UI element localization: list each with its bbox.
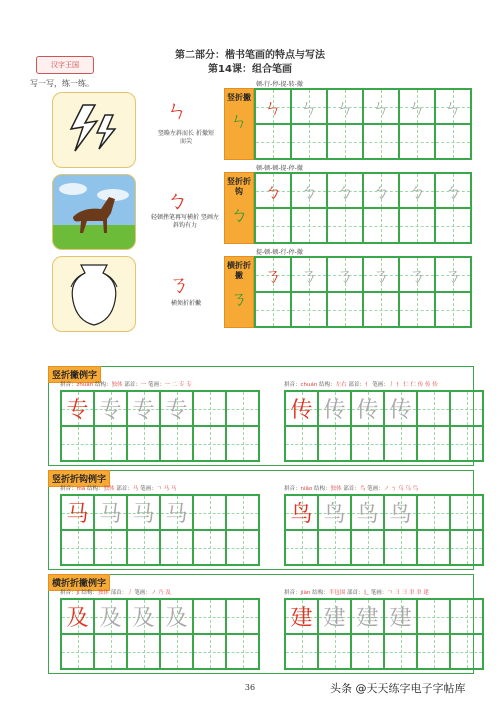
example-char: 及 (165, 606, 188, 631)
example-char: 及 (99, 606, 122, 631)
example-cell[interactable] (351, 634, 384, 669)
example-char: 传 (323, 398, 346, 423)
meta-value-strokes: ㄱ ⺕ ⺕ 聿 聿 建 (387, 590, 429, 596)
example-grid (284, 390, 484, 462)
meta-label-radical: 部首： (348, 382, 365, 388)
example-cell[interactable] (193, 634, 226, 669)
example-cell[interactable] (450, 495, 483, 530)
meta-value-strokes: ノ 乃 及 (150, 590, 171, 596)
lesson-title: 第14课：组合笔画 (208, 64, 292, 75)
stroke-demo-1: ㄣ (166, 99, 189, 124)
example-cell[interactable] (285, 426, 318, 461)
example-cell[interactable] (318, 391, 351, 426)
meta-value-structure: 左右 (335, 382, 347, 388)
watermark: 头条 @天天练字电子字帖库 (330, 682, 466, 695)
stroke-sequence-1: 顿-行-停-提-转-撤 (256, 81, 303, 88)
meta-label-radical: 部首： (343, 486, 360, 492)
meta-value-structure: 独体 (103, 486, 115, 492)
example-char: 马 (132, 502, 155, 527)
meta-value-structure: 独体 (111, 382, 123, 388)
practice-cell[interactable] (255, 208, 291, 243)
example-cell[interactable] (351, 599, 384, 634)
example-cell[interactable] (351, 530, 384, 565)
example-grid (284, 494, 484, 566)
meta-label-radical: 部首： (116, 486, 133, 492)
practice-cell[interactable] (327, 124, 363, 159)
practice-cell[interactable]: ㄋ (435, 257, 471, 292)
practice-cell[interactable] (327, 292, 363, 327)
vase-card (52, 256, 136, 332)
meta-value-radical: 丿 (127, 590, 133, 596)
practice-cell[interactable] (435, 208, 471, 243)
example-char: 专 (165, 398, 188, 423)
example-cell[interactable] (450, 426, 483, 461)
example-grid (60, 494, 260, 566)
practice-cell[interactable]: ㄅ (255, 173, 291, 208)
logo-badge: 汉字王国 (36, 56, 94, 74)
example-char: 传 (389, 398, 412, 423)
example-char: 鸟 (290, 502, 313, 527)
task-instruction: 写一写，练一练。 (30, 79, 94, 88)
example-cell[interactable] (318, 530, 351, 565)
example-char: 专 (66, 398, 89, 423)
practice-cell[interactable] (399, 292, 435, 327)
example-grid (60, 598, 260, 670)
practice-cell[interactable] (435, 292, 471, 327)
example-cell[interactable] (318, 426, 351, 461)
meta-label-strokes: 笔画： (140, 486, 157, 492)
stroke-tip-2: 轻顿挫笔再写横折 竖画左斜钩有力 (151, 214, 219, 229)
stroke-glyph-2: ㄅ (230, 205, 248, 226)
char-meta (60, 484, 176, 492)
meta-value-pinyin: zhuān (76, 382, 94, 388)
example-cell[interactable] (384, 391, 417, 426)
example-cell[interactable] (127, 426, 160, 461)
example-cell[interactable] (193, 426, 226, 461)
vase-icon (53, 257, 135, 331)
page-title: 第二部分：楷书笔画的特点与写法 (175, 50, 325, 61)
stroke-demo-3: ㄋ (168, 273, 191, 298)
meta-label-pinyin: 拼音： (60, 486, 77, 492)
practice-cell[interactable]: ㄣ (363, 89, 399, 124)
meta-value-pinyin: niǎo (300, 486, 313, 492)
stroke-label-3: 横折折撇 ㄋ (224, 256, 254, 328)
example-char: 建 (356, 606, 379, 631)
example-char: 传 (290, 398, 313, 423)
example-cell[interactable] (285, 599, 318, 634)
example-cell[interactable] (94, 426, 127, 461)
section-label-2: 竖折折钩例字 (48, 470, 110, 487)
practice-cell[interactable] (327, 208, 363, 243)
meta-value-pinyin: chuán (300, 382, 318, 388)
meta-label-strokes: 笔画： (372, 382, 389, 388)
example-char: 鸟 (323, 502, 346, 527)
practice-cell[interactable]: ㄋ (327, 257, 363, 292)
meta-value-radical: 廴 (363, 590, 369, 596)
example-char: 马 (99, 502, 122, 527)
meta-value-structure: 半包围 (328, 590, 346, 596)
example-cell[interactable] (127, 391, 160, 426)
example-cell[interactable] (94, 495, 127, 530)
meta-label-radical: 部首： (110, 590, 128, 596)
char-meta (284, 484, 418, 492)
practice-cell[interactable] (363, 208, 399, 243)
practice-cell[interactable]: ㄅ (291, 173, 327, 208)
example-cell[interactable] (193, 495, 226, 530)
example-cell[interactable] (384, 530, 417, 565)
stroke-glyph-3: ㄋ (230, 289, 248, 310)
meta-label-pinyin: 拼音： (284, 382, 301, 388)
lightning-card (52, 92, 136, 168)
meta-value-strokes: 一 二 专 专 (164, 382, 192, 388)
example-char: 建 (389, 606, 412, 631)
example-char: 专 (99, 398, 122, 423)
meta-label-radical: 部首： (346, 590, 364, 596)
example-cell[interactable] (285, 634, 318, 669)
practice-cell[interactable]: ㄋ (255, 257, 291, 292)
example-cell[interactable] (127, 634, 160, 669)
example-cell[interactable] (94, 634, 127, 669)
example-cell[interactable] (318, 495, 351, 530)
char-meta (60, 380, 192, 388)
example-cell[interactable] (351, 495, 384, 530)
example-char: 马 (66, 502, 89, 527)
practice-cell[interactable] (363, 124, 399, 159)
example-cell[interactable] (450, 530, 483, 565)
example-cell[interactable] (417, 426, 450, 461)
meta-label-structure: 结构： (81, 590, 98, 596)
practice-cell[interactable]: ㄅ (399, 173, 435, 208)
page-number: 36 (244, 683, 256, 692)
example-cell[interactable] (94, 530, 127, 565)
char-meta (60, 588, 171, 596)
example-cell[interactable] (193, 599, 226, 634)
meta-value-radical: 一 (140, 382, 147, 388)
example-cell[interactable] (450, 599, 483, 634)
example-cell[interactable] (384, 426, 417, 461)
practice-cell[interactable]: ㄅ (363, 173, 399, 208)
example-cell[interactable] (384, 599, 417, 634)
section-label-3: 横折折撇例字 (48, 574, 110, 591)
meta-label-pinyin: 拼音： (60, 382, 77, 388)
practice-cell[interactable]: ㄅ (327, 173, 363, 208)
example-cell[interactable] (127, 495, 160, 530)
example-char: 专 (132, 398, 155, 423)
meta-value-radical: 马 (132, 486, 139, 492)
example-cell[interactable] (318, 634, 351, 669)
meta-label-strokes: 笔画： (370, 590, 388, 596)
practice-cell[interactable]: ㄋ (399, 257, 435, 292)
example-cell[interactable] (226, 391, 259, 426)
section-label-1: 竖折撇例字 (48, 366, 101, 383)
meta-value-strokes: 丿 亻 仁 仁 传 传 传 (388, 382, 438, 388)
practice-cell[interactable]: ㄣ (399, 89, 435, 124)
meta-value-structure: 独体 (330, 486, 342, 492)
example-cell[interactable] (193, 391, 226, 426)
meta-value-radical: 鸟 (359, 486, 366, 492)
horse-icon (53, 175, 135, 249)
example-grid (284, 598, 484, 670)
example-cell[interactable] (61, 426, 94, 461)
meta-label-structure: 结构： (319, 382, 336, 388)
example-char: 及 (132, 606, 155, 631)
example-cell[interactable] (450, 634, 483, 669)
example-cell[interactable] (285, 495, 318, 530)
example-char: 建 (323, 606, 346, 631)
meta-label-strokes: 笔画： (134, 590, 151, 596)
char-meta (284, 588, 429, 596)
example-cell[interactable] (61, 634, 94, 669)
practice-cell[interactable] (291, 208, 327, 243)
practice-cell[interactable] (363, 292, 399, 327)
practice-cell[interactable] (291, 292, 327, 327)
practice-cell[interactable]: ㄋ (363, 257, 399, 292)
stroke-sequence-3: 提-顿-顿-行-停-撤 (256, 249, 303, 256)
example-cell[interactable] (351, 391, 384, 426)
example-cell[interactable] (318, 599, 351, 634)
lightning-icon (53, 93, 135, 167)
example-cell[interactable] (94, 599, 127, 634)
meta-label-pinyin: 拼音： (60, 590, 77, 596)
example-cell[interactable] (417, 634, 450, 669)
example-cell[interactable] (417, 599, 450, 634)
stroke-tip-3: 横须折折撇 (170, 300, 201, 307)
example-cell[interactable] (160, 634, 193, 669)
practice-cell[interactable] (435, 124, 471, 159)
example-char: 建 (290, 606, 313, 631)
example-cell[interactable] (226, 530, 259, 565)
example-char: 马 (165, 502, 188, 527)
example-cell[interactable] (160, 495, 193, 530)
practice-grid-2 (254, 172, 472, 244)
practice-cell[interactable]: ㄣ (255, 89, 291, 124)
example-cell[interactable] (285, 391, 318, 426)
example-char: 传 (356, 398, 379, 423)
example-cell[interactable] (226, 599, 259, 634)
example-cell[interactable] (193, 530, 226, 565)
practice-cell[interactable]: ㄣ (327, 89, 363, 124)
example-cell[interactable] (226, 634, 259, 669)
stroke-demo-2: ㄅ (166, 189, 189, 214)
meta-label-strokes: 笔画： (367, 486, 384, 492)
example-char: 鸟 (389, 502, 412, 527)
example-cell[interactable] (61, 530, 94, 565)
example-char: 及 (66, 606, 89, 631)
example-cell[interactable] (160, 530, 193, 565)
example-cell[interactable] (417, 495, 450, 530)
meta-label-structure: 结构： (94, 382, 112, 388)
practice-cell[interactable]: ㄅ (435, 173, 471, 208)
meta-value-strokes: ㄱ 马 马 (156, 486, 177, 492)
char-meta (284, 380, 438, 388)
example-cell[interactable] (384, 634, 417, 669)
example-cell[interactable] (226, 426, 259, 461)
stroke-tip-1: 竖略左斜而长 折撤短而尖 (158, 130, 214, 145)
meta-value-radical: 亻 (364, 382, 371, 388)
example-cell[interactable] (94, 391, 127, 426)
meta-value-pinyin: jí (76, 590, 80, 596)
example-cell[interactable] (285, 530, 318, 565)
example-cell[interactable] (127, 599, 160, 634)
example-cell[interactable] (351, 426, 384, 461)
meta-label-pinyin: 拼音： (284, 486, 301, 492)
meta-label-structure: 结构： (87, 486, 104, 492)
meta-label-structure: 结构： (314, 486, 331, 492)
example-grid (60, 390, 260, 462)
example-cell[interactable] (160, 426, 193, 461)
stroke-label-1: 竖折撇 ㄣ (224, 88, 254, 160)
practice-cell[interactable] (399, 208, 435, 243)
stroke-glyph-1: ㄣ (230, 111, 248, 132)
meta-label-radical: 部首： (124, 382, 141, 388)
meta-label-pinyin: 拼音： (284, 590, 301, 596)
meta-value-pinyin: mǎ (76, 486, 86, 492)
example-cell[interactable] (127, 530, 160, 565)
meta-label-strokes: 笔画： (148, 382, 165, 388)
example-cell[interactable] (61, 391, 94, 426)
example-char: 鸟 (356, 502, 379, 527)
practice-cell[interactable]: ㄣ (291, 89, 327, 124)
practice-cell[interactable] (399, 124, 435, 159)
practice-cell[interactable] (255, 292, 291, 327)
stroke-label-2: 竖折折钩 ㄅ (224, 172, 254, 244)
practice-cell[interactable]: ㄣ (435, 89, 471, 124)
example-cell[interactable] (226, 495, 259, 530)
practice-grid-1 (254, 88, 472, 160)
meta-value-strokes: ノ ㄅ 乌 乌 鸟 (383, 486, 419, 492)
example-cell[interactable] (417, 530, 450, 565)
example-cell[interactable] (417, 391, 450, 426)
example-cell[interactable] (61, 599, 94, 634)
practice-cell[interactable] (255, 124, 291, 159)
example-cell[interactable] (160, 599, 193, 634)
stroke-sequence-2: 顿-顿-顿-提-停-撤 (256, 165, 303, 172)
practice-grid-3 (254, 256, 472, 328)
example-cell[interactable] (160, 391, 193, 426)
practice-cell[interactable] (291, 124, 327, 159)
meta-value-pinyin: jiàn (300, 590, 311, 596)
meta-value-structure: 独体 (97, 590, 109, 596)
example-cell[interactable] (384, 495, 417, 530)
horse-card (52, 174, 136, 250)
meta-label-structure: 结构： (312, 590, 329, 596)
example-cell[interactable] (61, 495, 94, 530)
example-cell[interactable] (450, 391, 483, 426)
practice-cell[interactable]: ㄋ (291, 257, 327, 292)
